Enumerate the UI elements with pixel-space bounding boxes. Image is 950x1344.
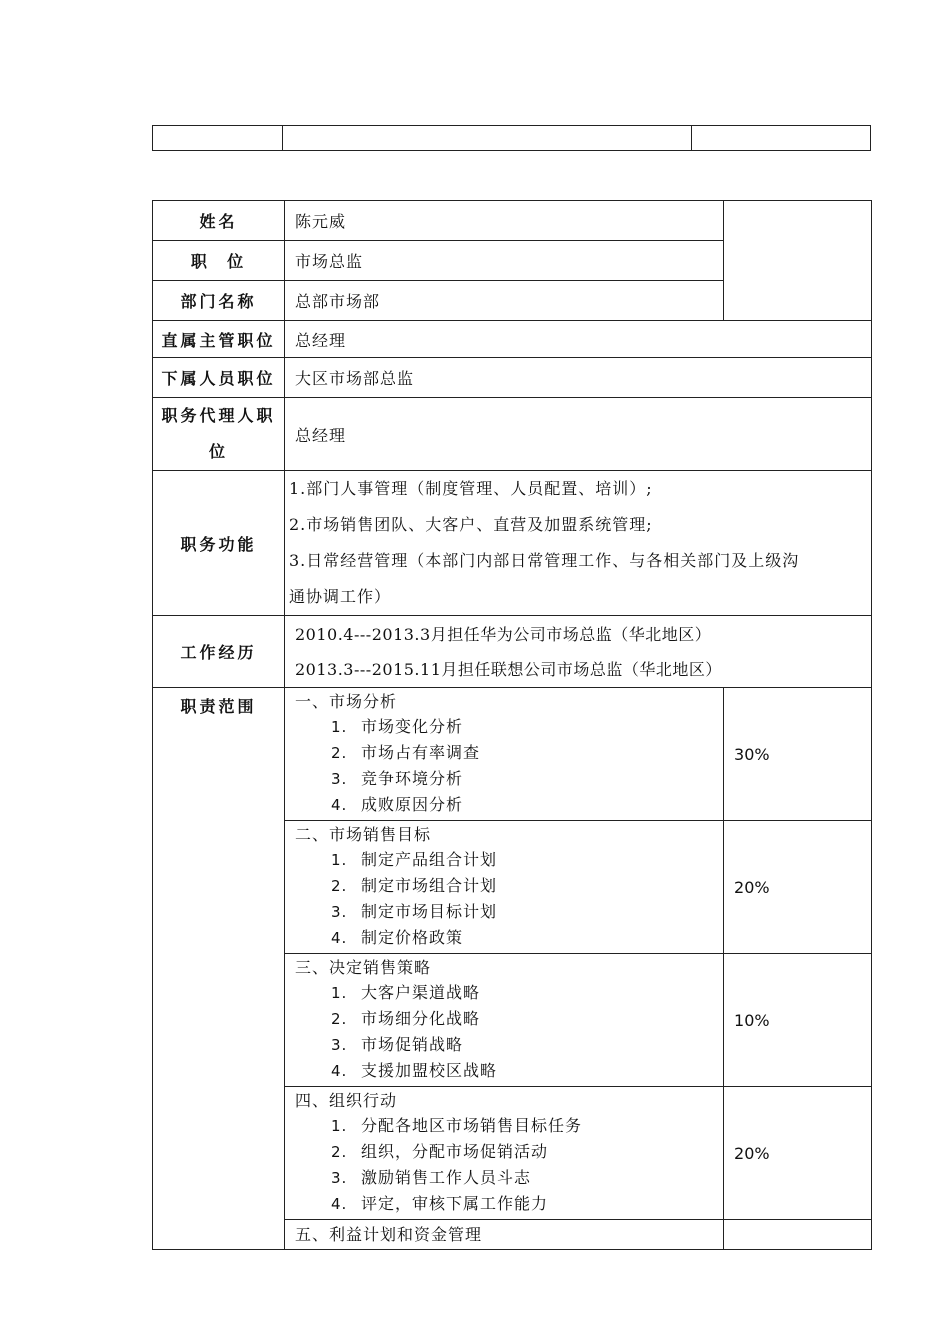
list-item: 1. 分配各地区市场销售目标任务 — [331, 1116, 583, 1135]
function-line: 2.市场销售团队、大客户、直营及加盟系统管理; — [289, 515, 653, 534]
function-line: 通协调工作） — [289, 587, 392, 606]
list-item: 4. 制定价格政策 — [331, 928, 464, 947]
section-title: 三、决定销售策略 — [295, 958, 432, 977]
header-table — [152, 125, 871, 151]
list-item: 2. 市场细分化战略 — [331, 1009, 481, 1028]
experience-content — [285, 616, 872, 688]
job-description-table — [152, 200, 872, 1250]
subordinate-label: 下属人员职位 — [153, 358, 285, 398]
list-item: 3. 竞争环境分析 — [331, 769, 464, 788]
subordinate-value: 大区市场部总监 — [285, 358, 872, 398]
section-percent: 10% — [724, 954, 872, 1087]
list-item: 4. 支援加盟校区战略 — [331, 1061, 498, 1080]
department-value: 总部市场部 — [285, 281, 724, 321]
responsibility-section — [285, 1220, 724, 1250]
list-item: 4. 成败原因分析 — [331, 795, 464, 814]
list-item: 3. 制定市场目标计划 — [331, 902, 498, 921]
photo-cell — [724, 201, 872, 321]
list-item: 2. 组织，分配市场促销活动 — [331, 1142, 549, 1161]
section-title: 一、市场分析 — [295, 692, 398, 711]
section-title: 五、利益计划和资金管理 — [295, 1224, 483, 1244]
responsibility-section — [285, 954, 724, 1087]
responsibilities-label: 职责范围 — [153, 688, 285, 1250]
responsibility-section — [285, 688, 724, 821]
experience-line: 2010.4---2013.3月担任华为公司市场总监（华北地区） — [295, 624, 712, 644]
section-percent: 20% — [724, 821, 872, 954]
functions-content — [285, 471, 872, 616]
responsibility-section — [285, 821, 724, 954]
experience-line: 2013.3---2015.11月担任联想公司市场总监（华北地区） — [295, 659, 722, 679]
functions-label: 职务功能 — [153, 471, 285, 616]
list-item: 3. 激励销售工作人员斗志 — [331, 1168, 532, 1187]
list-item: 4. 评定，审核下属工作能力 — [331, 1194, 549, 1213]
deputy-label — [153, 398, 285, 471]
header-cell — [283, 126, 692, 151]
function-line: 3.日常经营管理（本部门内部日常管理工作、与各相关部门及上级沟 — [289, 551, 800, 570]
name-value: 陈元威 — [285, 201, 724, 241]
header-cell — [692, 126, 871, 151]
section-percent: 30% — [724, 688, 872, 821]
function-line: 1.部门人事管理（制度管理、人员配置、培训）; — [289, 479, 653, 498]
list-item: 1. 制定产品组合计划 — [331, 850, 498, 869]
list-item: 1. 大客户渠道战略 — [331, 983, 481, 1002]
experience-label: 工作经历 — [153, 616, 285, 688]
deputy-label-line: 职务代理人职 — [161, 406, 276, 425]
section-title: 四、组织行动 — [295, 1091, 398, 1110]
list-item: 1. 市场变化分析 — [331, 717, 464, 736]
section-percent: 20% — [724, 1087, 872, 1220]
list-item: 2. 制定市场组合计划 — [331, 876, 498, 895]
position-label: 职 位 — [153, 241, 285, 281]
deputy-label-line: 位 — [208, 442, 228, 461]
list-item: 2. 市场占有率调查 — [331, 743, 481, 762]
section-percent — [724, 1220, 872, 1250]
header-cell — [153, 126, 283, 151]
deputy-value: 总经理 — [285, 398, 872, 471]
supervisor-label: 直属主管职位 — [153, 321, 285, 358]
list-item: 3. 市场促销战略 — [331, 1035, 464, 1054]
position-value: 市场总监 — [285, 241, 724, 281]
responsibility-section — [285, 1087, 724, 1220]
name-label: 姓名 — [153, 201, 285, 241]
department-label: 部门名称 — [153, 281, 285, 321]
supervisor-value: 总经理 — [285, 321, 872, 358]
section-title: 二、市场销售目标 — [295, 825, 432, 844]
